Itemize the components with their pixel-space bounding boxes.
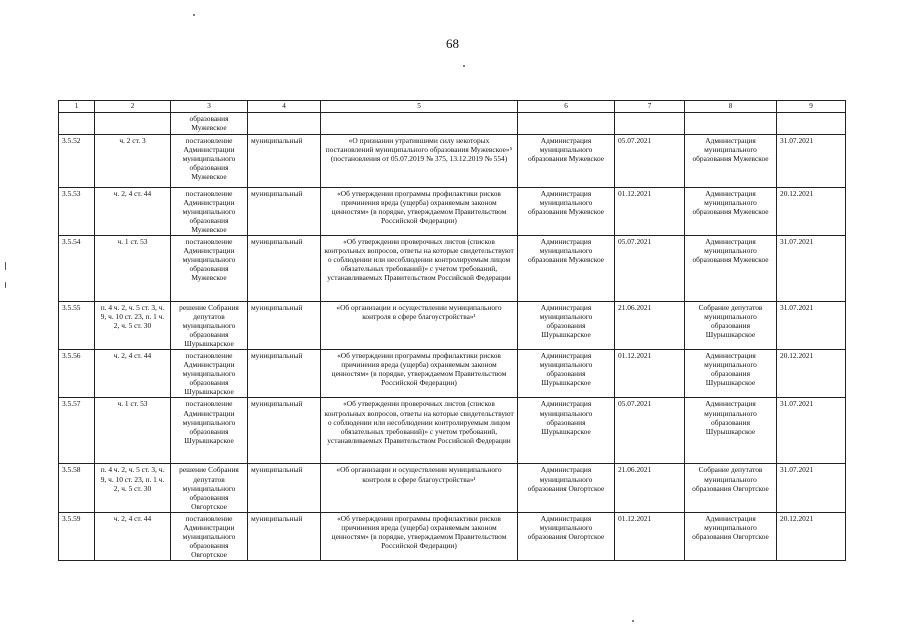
- adoption-date: 31.07.2021: [777, 135, 846, 188]
- act-level: муниципальный: [248, 188, 321, 236]
- table-row: [59, 135, 846, 188]
- development-date: 21.06.2021: [615, 464, 685, 512]
- act-type: постановление Администрации муниципального образования Шурышкарское: [171, 350, 248, 398]
- column-number: 3: [171, 101, 248, 113]
- row-number: 3.5.52: [59, 135, 95, 188]
- responsible-body: Собрание депутатов муниципального образования Шурышкарское: [685, 302, 777, 350]
- row-number: 3.5.55: [59, 302, 95, 350]
- act-level: муниципальный: [248, 135, 321, 188]
- act-name: «Об утверждении проверочных листов (списков контрольных вопросов, ответы на которые свидетельствуют о соблюдении или несоблюдении контролируемым лицом обязательных требований)» с учетом требований, устанавливаемых Правительством Российской Федерации: [321, 398, 518, 464]
- adoption-date: 31.07.2021: [777, 398, 846, 464]
- table-row: [59, 398, 846, 464]
- act-name: «Об утверждении проверочных листов (списков контрольных вопросов, ответы на которые свидетельствуют о соблюдении или несоблюдении контролируемым лицом обязательных требований)» с учетом требований, устанавливаемых Правительством Российской Федерации: [321, 236, 518, 302]
- law-article: ч. 2 ст. 3: [95, 135, 171, 188]
- developer: Администрация муниципального образования Шурышкарское: [518, 302, 615, 350]
- law-article: ч. 2, 4 ст. 44: [95, 350, 171, 398]
- adoption-date: 20.12.2021: [777, 188, 846, 236]
- development-date: 21.06.2021: [615, 302, 685, 350]
- developer: Администрация муниципального образования Овгортское: [518, 512, 615, 560]
- row-number: 3.5.58: [59, 464, 95, 512]
- responsible-body: Администрация муниципального образования Мужевское: [685, 236, 777, 302]
- table-row: [59, 236, 846, 302]
- regulatory-acts-table: [58, 100, 846, 561]
- development-date: 05.07.2021: [615, 398, 685, 464]
- developer: Администрация муниципального образования Мужевское: [518, 135, 615, 188]
- act-name: «Об утверждении программы профилактики рисков причинения вреда (ущерба) охраняемым законом ценностям» (в порядке, утверждаемом Правительством Российской Федерации): [321, 188, 518, 236]
- adoption-date: 20.12.2021: [777, 350, 846, 398]
- developer: Администрация муниципального образования Овгортское: [518, 464, 615, 512]
- continued-act-text: образования Мужевское: [171, 113, 248, 135]
- column-number: 7: [615, 101, 685, 113]
- column-number: 8: [685, 101, 777, 113]
- act-type: постановление Администрации муниципального образования Мужевское: [171, 188, 248, 236]
- adoption-date: 31.07.2021: [777, 302, 846, 350]
- development-date: 01.12.2021: [615, 188, 685, 236]
- development-date: 01.12.2021: [615, 350, 685, 398]
- responsible-body: Администрация муниципального образования Шурышкарское: [685, 350, 777, 398]
- law-article: п. 4 ч. 2, ч. 5 ст. 3, ч. 9, ч. 10 ст. 23, п. 1 ч. 2, ч. 5 ст. 30: [95, 302, 171, 350]
- act-name: «Об организации и осуществлении муниципального контроля в сфере благоустройства»¹: [321, 464, 518, 512]
- responsible-body: Администрация муниципального образования Овгортское: [685, 512, 777, 560]
- act-type: постановление Администрации муниципального образования Овгортское: [171, 512, 248, 560]
- act-level: муниципальный: [248, 302, 321, 350]
- table-row: [59, 512, 846, 560]
- developer: Администрация муниципального образования Мужевское: [518, 236, 615, 302]
- column-number: 1: [59, 101, 95, 113]
- developer: Администрация муниципального образования Шурышкарское: [518, 350, 615, 398]
- act-name: «Об утверждении программы профилактики рисков причинения вреда (ущерба) охраняемым законом ценностям» (в порядке, утверждаемом Правительством Российской Федерации): [321, 350, 518, 398]
- scan-speck: [193, 14, 195, 16]
- act-level: муниципальный: [248, 464, 321, 512]
- law-article: ч. 2, 4 ст. 44: [95, 512, 171, 560]
- act-type: постановление Администрации муниципального образования Мужевское: [171, 236, 248, 302]
- table-row: [59, 464, 846, 512]
- column-number: 6: [518, 101, 615, 113]
- row-number: 3.5.57: [59, 398, 95, 464]
- column-number-header-row: [59, 101, 846, 113]
- law-article: ч. 2, 4 ст. 44: [95, 188, 171, 236]
- law-article: ч. 1 ст. 53: [95, 398, 171, 464]
- adoption-date: 31.07.2021: [777, 236, 846, 302]
- development-date: 05.07.2021: [615, 236, 685, 302]
- developer: Администрация муниципального образования Шурышкарское: [518, 398, 615, 464]
- law-article: п. 4 ч. 2, ч. 5 ст. 3, ч. 9, ч. 10 ст. 23, п. 1 ч. 2, ч. 5 ст. 30: [95, 464, 171, 512]
- responsible-body: Администрация муниципального образования Мужевское: [685, 188, 777, 236]
- column-number: 9: [777, 101, 846, 113]
- act-type: постановление Администрации муниципального образования Мужевское: [171, 135, 248, 188]
- row-number: 3.5.54: [59, 236, 95, 302]
- scan-speck: [632, 620, 634, 622]
- developer: Администрация муниципального образования Мужевское: [518, 188, 615, 236]
- act-level: муниципальный: [248, 350, 321, 398]
- continuation-row: [59, 113, 846, 135]
- act-level: муниципальный: [248, 512, 321, 560]
- table-row: [59, 188, 846, 236]
- law-article: ч. 1 ст. 53: [95, 236, 171, 302]
- column-number: 2: [95, 101, 171, 113]
- development-date: 05.07.2021: [615, 135, 685, 188]
- development-date: 01.12.2021: [615, 512, 685, 560]
- row-number: 3.5.59: [59, 512, 95, 560]
- column-number: 5: [321, 101, 518, 113]
- column-number: 4: [248, 101, 321, 113]
- act-name: «Об утверждении программы профилактики рисков причинения вреда (ущерба) охраняемым законом ценностям» (в порядке, утверждаемом Правительством Российской Федерации): [321, 512, 518, 560]
- row-number: 3.5.56: [59, 350, 95, 398]
- adoption-date: 20.12.2021: [777, 512, 846, 560]
- adoption-date: 31.07.2021: [777, 464, 846, 512]
- scan-speck: [5, 282, 6, 288]
- page-number: 68: [446, 36, 459, 51]
- responsible-body: Собрание депутатов муниципального образования Овгортское: [685, 464, 777, 512]
- act-type: решение Собрания депутатов муниципального образования Шурышкарское: [171, 302, 248, 350]
- act-level: муниципальный: [248, 236, 321, 302]
- row-number: 3.5.53: [59, 188, 95, 236]
- table-row: [59, 350, 846, 398]
- responsible-body: Администрация муниципального образования Мужевское: [685, 135, 777, 188]
- table-row: [59, 302, 846, 350]
- scan-speck: [463, 65, 465, 67]
- act-name: «О признании утратившими силу некоторых постановлений муниципального образования Мужевское»⁵ (постановления от 05.07.2019 № 375, 13.12.2019 № 554): [321, 135, 518, 188]
- act-name: «Об организации и осуществлении муниципального контроля в сфере благоустройства»¹: [321, 302, 518, 350]
- scan-speck: [5, 262, 6, 270]
- act-level: муниципальный: [248, 398, 321, 464]
- responsible-body: Администрация муниципального образования Шурышкарское: [685, 398, 777, 464]
- act-type: постановление Администрации муниципального образования Шурышкарское: [171, 398, 248, 464]
- act-type: решение Собрания депутатов муниципального образования Овгортское: [171, 464, 248, 512]
